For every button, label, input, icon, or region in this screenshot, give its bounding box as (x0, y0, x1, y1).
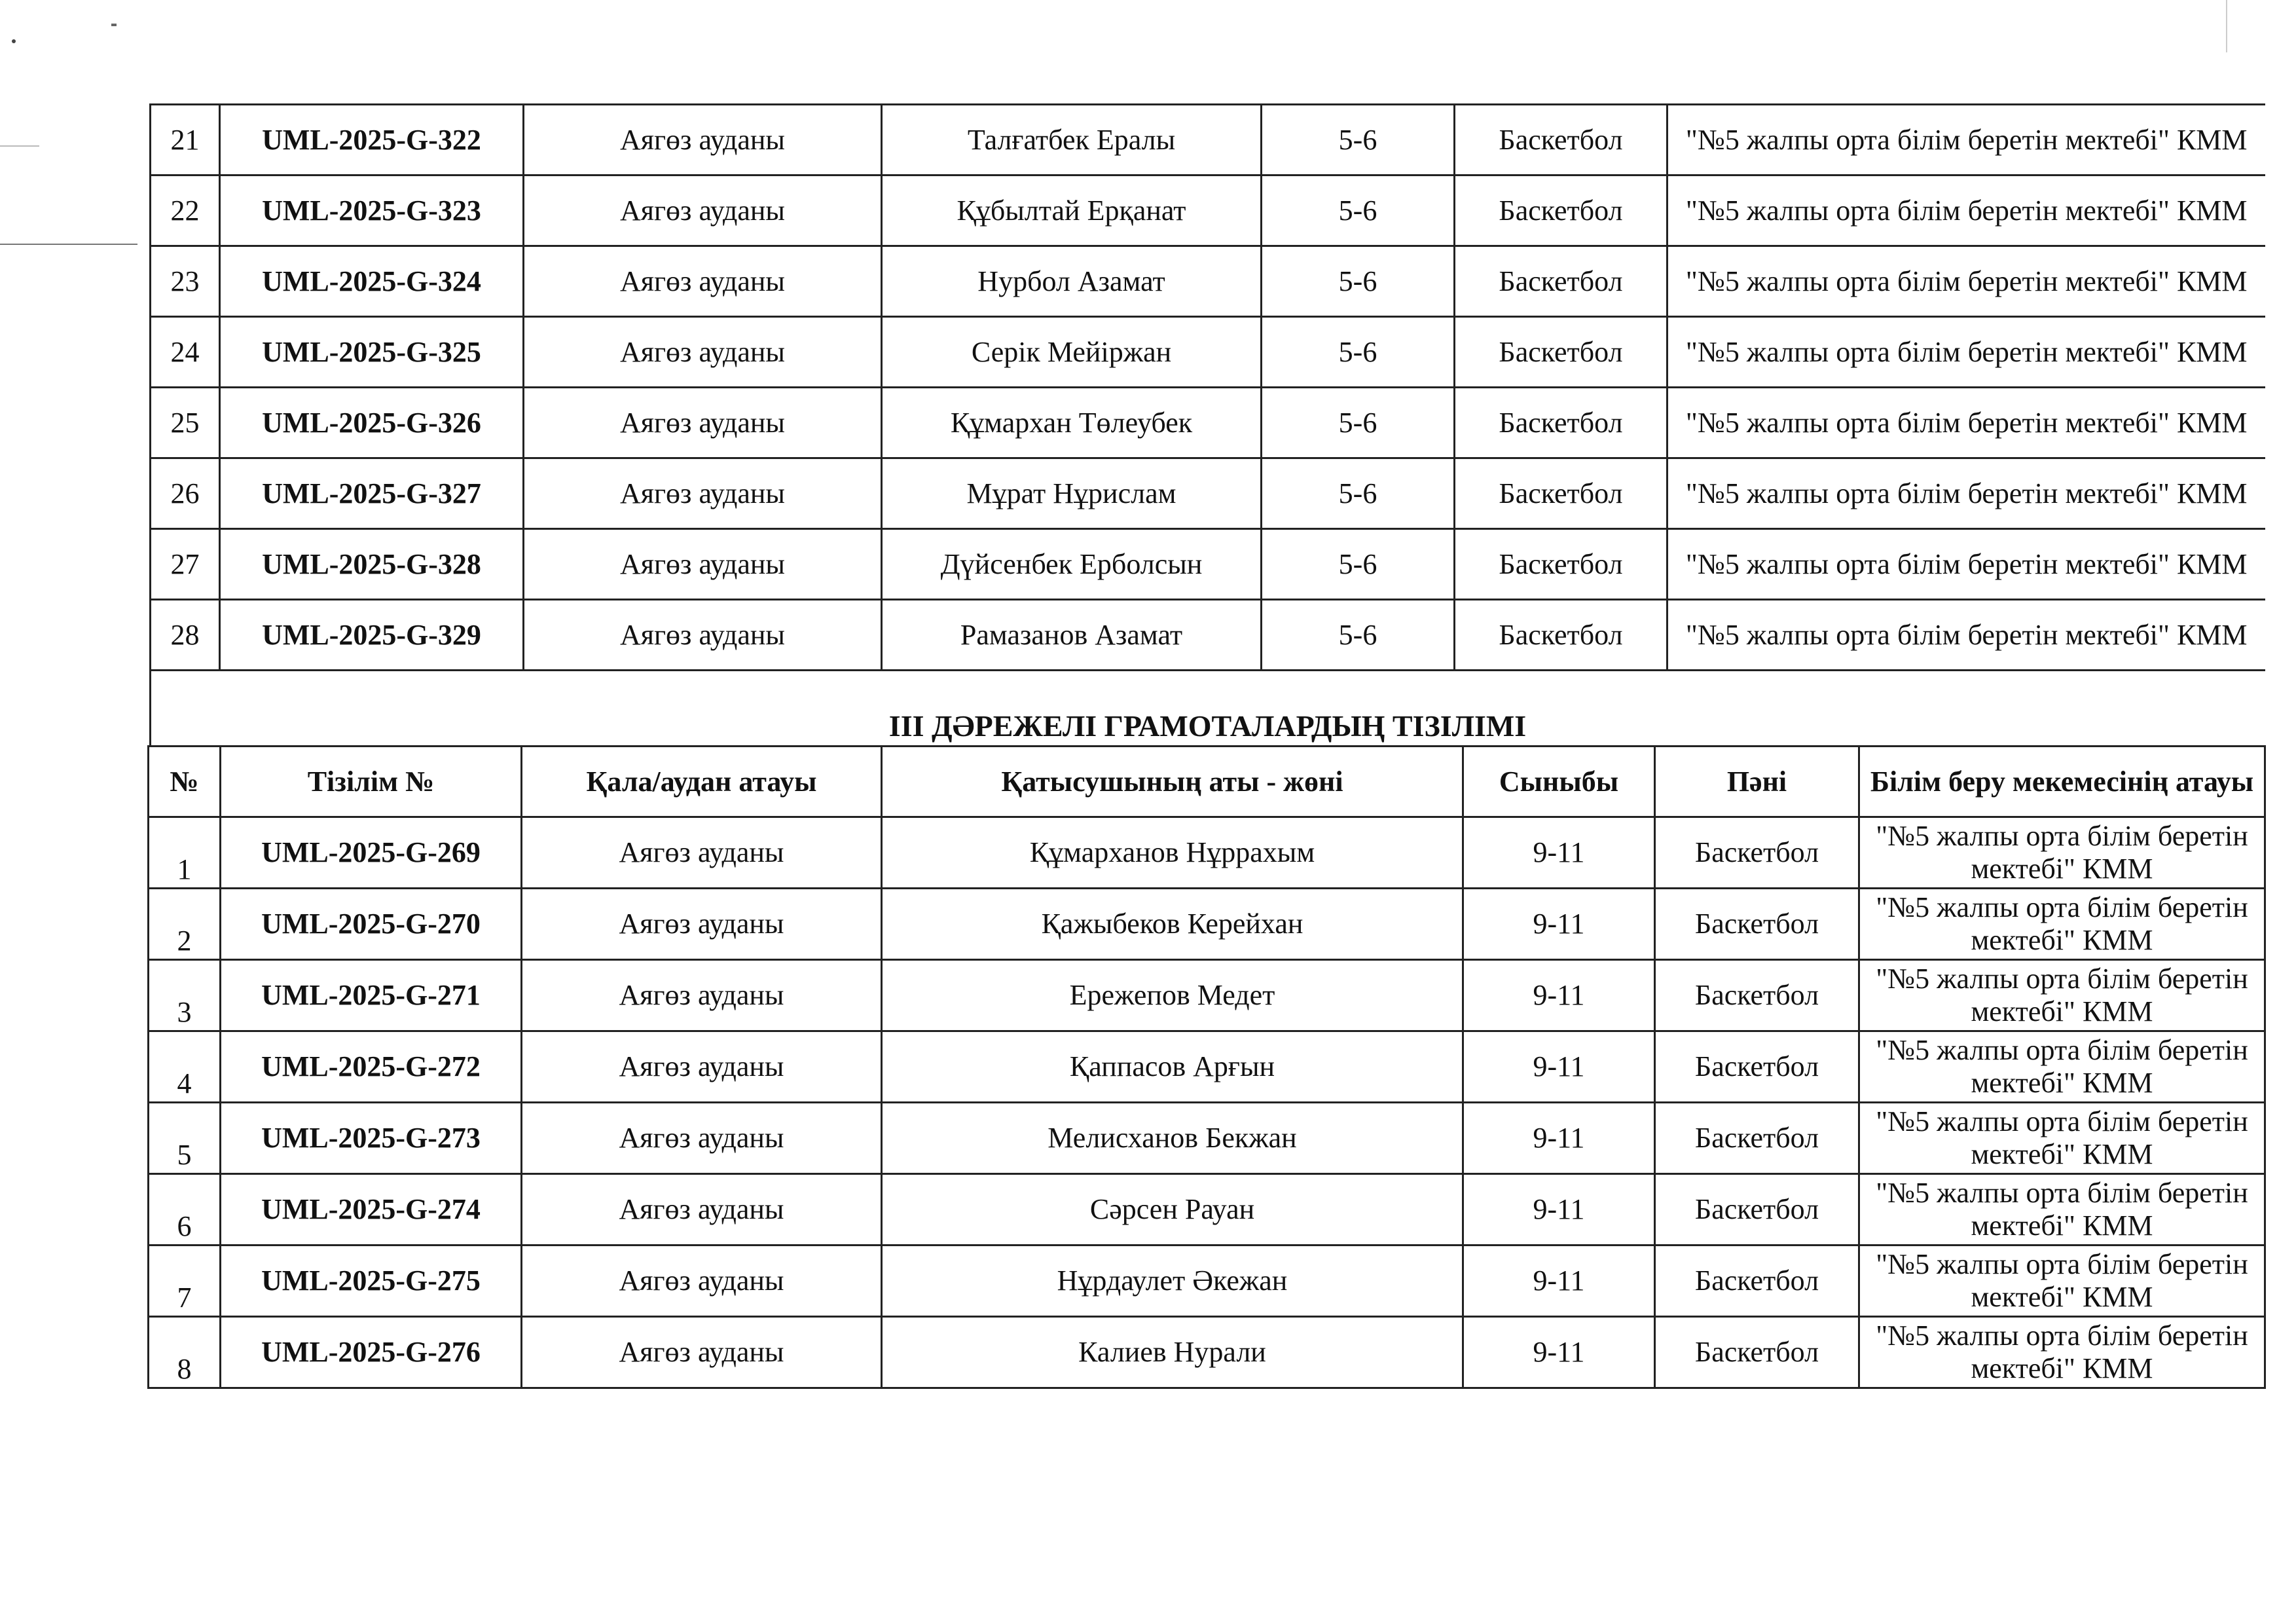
cell-number: 21 (151, 105, 220, 175)
cell-district: Аягөз ауданы (522, 1031, 882, 1103)
cell-grade: 5-6 (1262, 175, 1455, 246)
cell-participant-name: Нурбол Азамат (882, 246, 1262, 317)
cell-number: 27 (151, 529, 220, 600)
scan-artifact (2226, 0, 2227, 52)
table-row (149, 1174, 2265, 1246)
cell-participant-name: Құмарханов Нұррахым (882, 817, 1463, 889)
cell-subject: Баскетбол (1455, 105, 1667, 175)
table-header-row (149, 747, 2265, 817)
cell-participant-name: Қажыбеков Керейхан (882, 889, 1463, 960)
cell-number: 26 (151, 458, 220, 529)
table-row (149, 1317, 2265, 1388)
cell-district: Аягөз ауданы (522, 1103, 882, 1174)
cell-number: 6 (149, 1174, 221, 1246)
table-row (149, 960, 2265, 1031)
cell-district: Аягөз ауданы (524, 600, 882, 671)
cell-number: 5 (149, 1103, 221, 1174)
cell-subject: Баскетбол (1655, 1031, 1859, 1103)
table-row (149, 1103, 2265, 1174)
cell-grade: 5-6 (1262, 105, 1455, 175)
cell-number: 24 (151, 317, 220, 388)
header-subject: Пәні (1655, 747, 1859, 817)
table-row (149, 1031, 2265, 1103)
cell-school: "№5 жалпы орта білім беретін мектебі" КММ (1859, 1317, 2265, 1388)
cell-grade: 5-6 (1262, 458, 1455, 529)
cell-number: 28 (151, 600, 220, 671)
cell-school: "№5 жалпы орта білім беретін мектебі" КММ (1667, 388, 2265, 458)
cell-district: Аягөз ауданы (524, 317, 882, 388)
cell-subject: Баскетбол (1655, 817, 1859, 889)
cell-registry-number: UML-2025-G-325 (220, 317, 524, 388)
table-row (149, 817, 2265, 889)
cell-grade: 9-11 (1463, 1174, 1655, 1246)
cell-school: "№5 жалпы орта білім беретін мектебі" КММ (1859, 1103, 2265, 1174)
cell-district: Аягөз ауданы (524, 175, 882, 246)
cell-school: "№5 жалпы орта білім беретін мектебі" КММ (1859, 889, 2265, 960)
cell-school: "№5 жалпы орта білім беретін мектебі" КММ (1667, 175, 2265, 246)
cell-participant-name: Сәрсен Рауан (882, 1174, 1463, 1246)
cell-registry-number: UML-2025-G-271 (221, 960, 522, 1031)
cell-participant-name: Құмархан Төлеубек (882, 388, 1262, 458)
cell-subject: Баскетбол (1455, 246, 1667, 317)
cell-subject: Баскетбол (1455, 600, 1667, 671)
cell-district: Аягөз ауданы (522, 1174, 882, 1246)
cell-district: Аягөз ауданы (524, 105, 882, 175)
cell-school: "№5 жалпы орта білім беретін мектебі" КММ (1667, 458, 2265, 529)
cell-district: Аягөз ауданы (522, 1246, 882, 1317)
cell-subject: Баскетбол (1655, 889, 1859, 960)
cell-school: "№5 жалпы орта білім беретін мектебі" КММ (1667, 529, 2265, 600)
cell-grade: 5-6 (1262, 246, 1455, 317)
table-row (151, 529, 2265, 600)
header-school: Білім беру мекемесінің атауы (1859, 747, 2265, 817)
header-grade: Сыныбы (1463, 747, 1655, 817)
cell-grade: 5-6 (1262, 600, 1455, 671)
table-row (149, 889, 2265, 960)
cell-registry-number: UML-2025-G-327 (220, 458, 524, 529)
cell-school: "№5 жалпы орта білім беретін мектебі" КММ (1667, 105, 2265, 175)
cell-grade: 9-11 (1463, 1317, 1655, 1388)
cell-grade: 5-6 (1262, 388, 1455, 458)
cell-participant-name: Талғатбек Ералы (882, 105, 1262, 175)
cell-district: Аягөз ауданы (524, 246, 882, 317)
table-row (151, 388, 2265, 458)
cell-number: 4 (149, 1031, 221, 1103)
cell-grade: 9-11 (1463, 889, 1655, 960)
cell-district: Аягөз ауданы (524, 529, 882, 600)
cell-registry-number: UML-2025-G-328 (220, 529, 524, 600)
cell-school: "№5 жалпы орта білім беретін мектебі" КММ (1667, 317, 2265, 388)
cell-grade: 5-6 (1262, 317, 1455, 388)
cell-subject: Баскетбол (1655, 1317, 1859, 1388)
scan-artifact (0, 244, 137, 245)
cell-district: Аягөз ауданы (524, 458, 882, 529)
cell-number: 25 (151, 388, 220, 458)
table-row (151, 600, 2265, 671)
cell-school: "№5 жалпы орта білім беретін мектебі" КММ (1667, 600, 2265, 671)
cell-participant-name: Мұрат Нұрислам (882, 458, 1262, 529)
table-row (151, 317, 2265, 388)
cell-subject: Баскетбол (1455, 317, 1667, 388)
cell-district: Аягөз ауданы (522, 817, 882, 889)
cell-district: Аягөз ауданы (522, 889, 882, 960)
cell-number: 23 (151, 246, 220, 317)
cell-district: Аягөз ауданы (524, 388, 882, 458)
section-title-box (149, 669, 2264, 745)
cell-participant-name: Рамазанов Азамат (882, 600, 1262, 671)
cell-registry-number: UML-2025-G-270 (221, 889, 522, 960)
cell-grade: 9-11 (1463, 1031, 1655, 1103)
table-row (151, 175, 2265, 246)
cell-number: 22 (151, 175, 220, 246)
cell-number: 2 (149, 889, 221, 960)
table-row (151, 458, 2265, 529)
table-row (151, 246, 2265, 317)
cell-subject: Баскетбол (1455, 175, 1667, 246)
cell-subject: Баскетбол (1655, 1246, 1859, 1317)
cell-grade: 9-11 (1463, 1246, 1655, 1317)
cell-participant-name: Нұрдаулет Әкежан (882, 1246, 1463, 1317)
cell-registry-number: UML-2025-G-273 (221, 1103, 522, 1174)
cell-district: Аягөз ауданы (522, 1317, 882, 1388)
cell-school: "№5 жалпы орта білім беретін мектебі" КММ (1859, 1246, 2265, 1317)
header-participant-name: Қатысушының аты - жөні (882, 747, 1463, 817)
cell-school: "№5 жалпы орта білім беретін мектебі" КММ (1859, 1174, 2265, 1246)
participants-table-bottom (147, 745, 2266, 1389)
cell-participant-name: Калиев Нурали (882, 1317, 1463, 1388)
participants-table-top (149, 103, 2265, 671)
table-row (149, 1246, 2265, 1317)
cell-subject: Баскетбол (1655, 1103, 1859, 1174)
cell-number: 3 (149, 960, 221, 1031)
cell-registry-number: UML-2025-G-323 (220, 175, 524, 246)
cell-registry-number: UML-2025-G-276 (221, 1317, 522, 1388)
header-registry-number: Тізілім № (221, 747, 522, 817)
header-number: № (149, 747, 221, 817)
cell-number: 7 (149, 1246, 221, 1317)
cell-school: "№5 жалпы орта білім беретін мектебі" КММ (1667, 246, 2265, 317)
cell-registry-number: UML-2025-G-329 (220, 600, 524, 671)
cell-registry-number: UML-2025-G-324 (220, 246, 524, 317)
table-row (151, 105, 2265, 175)
section-title: ІІІ ДӘРЕЖЕЛІ ГРАМОТАЛАРДЫҢ ТІЗІЛІМІ (888, 709, 1527, 743)
cell-participant-name: Құбылтай Ерқанат (882, 175, 1262, 246)
scan-artifact (111, 24, 117, 26)
cell-school: "№5 жалпы орта білім беретін мектебі" КММ (1859, 817, 2265, 889)
cell-subject: Баскетбол (1655, 1174, 1859, 1246)
cell-subject: Баскетбол (1655, 960, 1859, 1031)
cell-subject: Баскетбол (1455, 388, 1667, 458)
cell-participant-name: Дүйсенбек Ерболсын (882, 529, 1262, 600)
cell-registry-number: UML-2025-G-275 (221, 1246, 522, 1317)
cell-number: 1 (149, 817, 221, 889)
cell-number: 8 (149, 1317, 221, 1388)
cell-registry-number: UML-2025-G-269 (221, 817, 522, 889)
cell-grade: 9-11 (1463, 960, 1655, 1031)
cell-subject: Баскетбол (1455, 529, 1667, 600)
cell-participant-name: Ережепов Медет (882, 960, 1463, 1031)
cell-grade: 9-11 (1463, 1103, 1655, 1174)
header-district: Қала/аудан атауы (522, 747, 882, 817)
cell-participant-name: Қаппасов Арғын (882, 1031, 1463, 1103)
cell-registry-number: UML-2025-G-274 (221, 1174, 522, 1246)
cell-registry-number: UML-2025-G-326 (220, 388, 524, 458)
cell-registry-number: UML-2025-G-322 (220, 105, 524, 175)
cell-district: Аягөз ауданы (522, 960, 882, 1031)
cell-subject: Баскетбол (1455, 458, 1667, 529)
cell-registry-number: UML-2025-G-272 (221, 1031, 522, 1103)
cell-school: "№5 жалпы орта білім беретін мектебі" КММ (1859, 1031, 2265, 1103)
cell-participant-name: Серік Мейіржан (882, 317, 1262, 388)
cell-grade: 9-11 (1463, 817, 1655, 889)
scan-artifact (0, 145, 39, 147)
cell-grade: 5-6 (1262, 529, 1455, 600)
cell-participant-name: Мелисханов Бекжан (882, 1103, 1463, 1174)
cell-school: "№5 жалпы орта білім беретін мектебі" КММ (1859, 960, 2265, 1031)
scan-artifact (12, 39, 16, 43)
